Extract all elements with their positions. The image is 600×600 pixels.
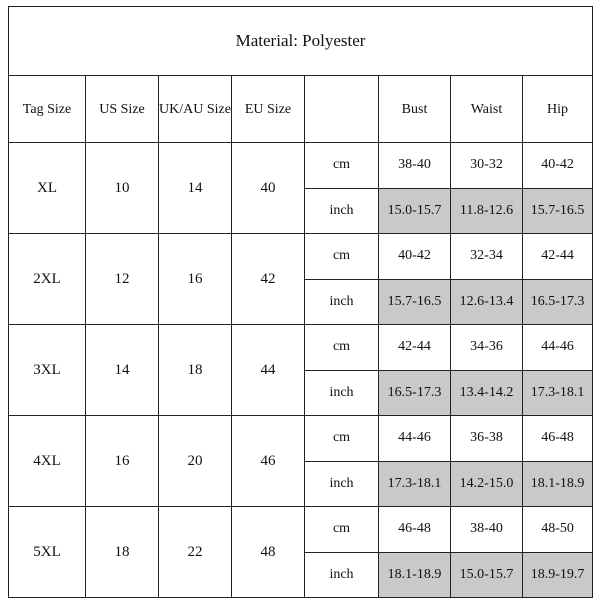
- uk-au-size-cell: 14: [159, 143, 232, 234]
- bust-inch-cell: 15.0-15.7: [379, 188, 451, 234]
- hip-inch-cell: 17.3-18.1: [523, 370, 593, 416]
- uk-au-size-cell: 16: [159, 234, 232, 325]
- bust-cm-cell: 44-46: [379, 416, 451, 462]
- waist-inch-cell: 11.8-12.6: [451, 188, 523, 234]
- material-title: Material: Polyester: [9, 7, 593, 76]
- header-bust: Bust: [379, 76, 451, 143]
- us-size-cell: 10: [86, 143, 159, 234]
- unit-cm-cell: cm: [305, 143, 379, 189]
- eu-size-cell: 40: [232, 143, 305, 234]
- hip-inch-cell: 15.7-16.5: [523, 188, 593, 234]
- hip-inch-cell: 18.9-19.7: [523, 552, 593, 598]
- bust-inch-cell: 18.1-18.9: [379, 552, 451, 598]
- hip-cm-cell: 44-46: [523, 325, 593, 371]
- header-row: [9, 76, 593, 143]
- hip-cm-cell: 48-50: [523, 507, 593, 553]
- header-unit: [305, 76, 379, 143]
- hip-inch-cell: 16.5-17.3: [523, 279, 593, 325]
- size-row-cm: [9, 234, 593, 280]
- bust-cm-cell: 38-40: [379, 143, 451, 189]
- us-size-cell: 18: [86, 507, 159, 598]
- waist-inch-cell: 14.2-15.0: [451, 461, 523, 507]
- unit-cm-cell: cm: [305, 416, 379, 462]
- bust-inch-cell: 17.3-18.1: [379, 461, 451, 507]
- tag-size-cell: XL: [9, 143, 86, 234]
- uk-au-size-cell: 18: [159, 325, 232, 416]
- unit-cm-cell: cm: [305, 507, 379, 553]
- header-waist: Waist: [451, 76, 523, 143]
- us-size-cell: 14: [86, 325, 159, 416]
- size-chart: [8, 6, 592, 596]
- waist-inch-cell: 15.0-15.7: [451, 552, 523, 598]
- unit-inch-cell: inch: [305, 552, 379, 598]
- size-row-cm: [9, 143, 593, 189]
- waist-cm-cell: 34-36: [451, 325, 523, 371]
- unit-cm-cell: cm: [305, 234, 379, 280]
- eu-size-cell: 42: [232, 234, 305, 325]
- size-table: [8, 6, 593, 598]
- us-size-cell: 16: [86, 416, 159, 507]
- eu-size-cell: 44: [232, 325, 305, 416]
- bust-cm-cell: 40-42: [379, 234, 451, 280]
- bust-cm-cell: 46-48: [379, 507, 451, 553]
- waist-cm-cell: 38-40: [451, 507, 523, 553]
- tag-size-cell: 3XL: [9, 325, 86, 416]
- tag-size-cell: 4XL: [9, 416, 86, 507]
- unit-inch-cell: inch: [305, 188, 379, 234]
- bust-inch-cell: 16.5-17.3: [379, 370, 451, 416]
- unit-inch-cell: inch: [305, 370, 379, 416]
- waist-cm-cell: 36-38: [451, 416, 523, 462]
- size-row-cm: [9, 416, 593, 462]
- eu-size-cell: 46: [232, 416, 305, 507]
- bust-cm-cell: 42-44: [379, 325, 451, 371]
- uk-au-size-cell: 20: [159, 416, 232, 507]
- size-row-cm: [9, 325, 593, 371]
- uk-au-size-cell: 22: [159, 507, 232, 598]
- hip-inch-cell: 18.1-18.9: [523, 461, 593, 507]
- header-tag-size: Tag Size: [9, 76, 86, 143]
- unit-inch-cell: inch: [305, 461, 379, 507]
- waist-cm-cell: 30-32: [451, 143, 523, 189]
- header-eu-size: EU Size: [232, 76, 305, 143]
- header-uk-au-size: UK/AU Size: [159, 76, 232, 143]
- tag-size-cell: 5XL: [9, 507, 86, 598]
- size-row-cm: [9, 507, 593, 553]
- hip-cm-cell: 42-44: [523, 234, 593, 280]
- title-row: [9, 7, 593, 76]
- header-hip: Hip: [523, 76, 593, 143]
- bust-inch-cell: 15.7-16.5: [379, 279, 451, 325]
- waist-inch-cell: 12.6-13.4: [451, 279, 523, 325]
- unit-inch-cell: inch: [305, 279, 379, 325]
- tag-size-cell: 2XL: [9, 234, 86, 325]
- hip-cm-cell: 46-48: [523, 416, 593, 462]
- unit-cm-cell: cm: [305, 325, 379, 371]
- us-size-cell: 12: [86, 234, 159, 325]
- waist-inch-cell: 13.4-14.2: [451, 370, 523, 416]
- hip-cm-cell: 40-42: [523, 143, 593, 189]
- header-us-size: US Size: [86, 76, 159, 143]
- eu-size-cell: 48: [232, 507, 305, 598]
- waist-cm-cell: 32-34: [451, 234, 523, 280]
